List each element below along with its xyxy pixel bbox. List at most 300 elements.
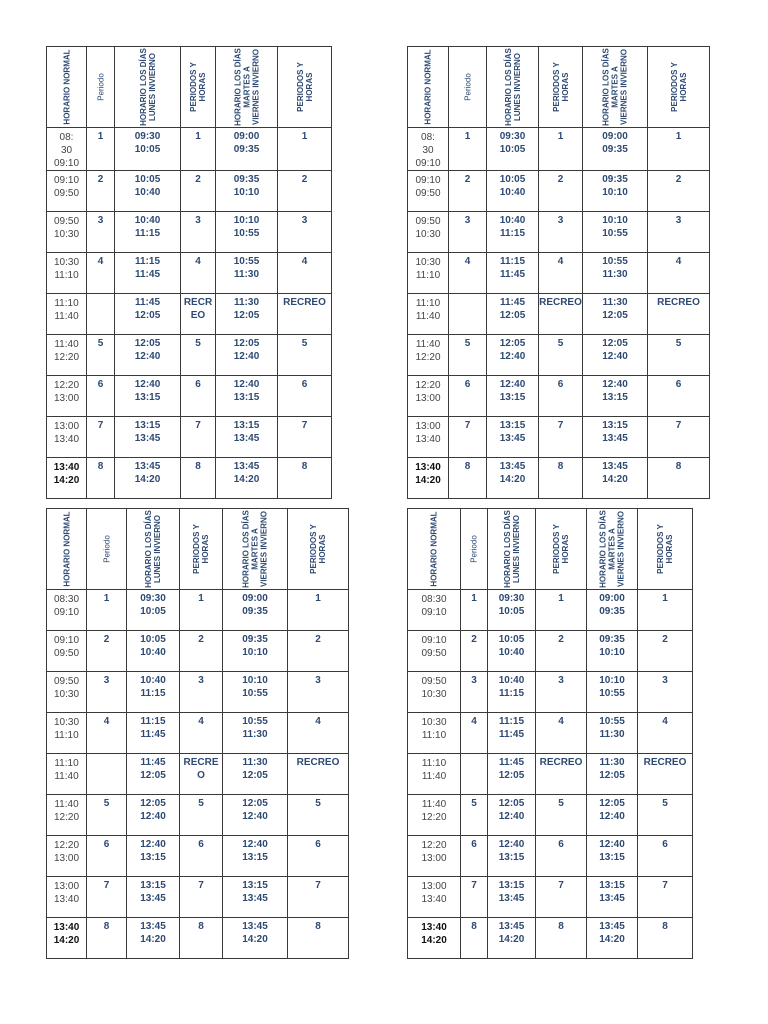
cell-value: 6	[558, 839, 564, 850]
cell-value: 4	[97, 256, 104, 267]
cell-value: 3	[103, 675, 110, 686]
table-row	[408, 335, 710, 376]
time-value: 10:55	[242, 716, 268, 727]
time-value: 10:55	[602, 228, 628, 239]
periodos-martes-viernes-cell	[648, 294, 710, 335]
periodo-cell	[87, 877, 127, 918]
header-horario-martes-viernes	[587, 509, 638, 590]
periodos-martes-viernes-cell	[278, 253, 332, 294]
periodos-martes-viernes-cell	[278, 212, 332, 253]
cell-value: 5	[97, 338, 104, 349]
header-periodos-horas-martes-label: PERIODOS Y HORAS	[295, 62, 314, 112]
table-row	[408, 590, 693, 631]
time-value: 11:30	[242, 757, 268, 768]
time-value: 13:15	[499, 420, 526, 431]
cell-value: 6	[471, 839, 477, 850]
time-value: 11:30	[602, 269, 628, 280]
time-value: 11:40	[415, 311, 441, 322]
horario-lunes-cell	[115, 212, 181, 253]
header-horario-lunes	[488, 509, 536, 590]
horario-martes-viernes-cell	[223, 631, 288, 672]
cell-value: 7	[103, 880, 110, 891]
header-horario-martes-viernes-label: HORARIO LOS DÍAS MARTES A VIERNES INVIERNO	[241, 510, 269, 588]
time-value: 12:40	[242, 811, 268, 822]
cell-value: 2	[471, 634, 477, 645]
cell-value: 1	[195, 131, 201, 142]
horario-normal-cell	[408, 294, 449, 335]
cell-value: 2	[315, 634, 321, 645]
cell-value: 3	[97, 215, 104, 226]
table-row	[47, 294, 332, 335]
cell-value: 1	[471, 593, 477, 604]
periodos-lunes-cell	[539, 417, 583, 458]
cell-value: 8	[675, 461, 682, 472]
horario-lunes-cell	[115, 253, 181, 294]
time-value: 09:30	[499, 131, 526, 142]
horario-martes-viernes-cell	[216, 212, 278, 253]
cell-value: 4	[195, 256, 201, 267]
horario-normal-cell	[47, 795, 87, 836]
periodo-cell	[87, 795, 127, 836]
cell-value: 5	[464, 338, 471, 349]
time-value: 14:20	[53, 475, 80, 486]
cell-value: 5	[471, 798, 477, 809]
cell-value: 3	[464, 215, 471, 226]
horario-normal-cell	[408, 128, 449, 171]
cell-value: 1	[675, 131, 682, 142]
time-value: 11:10	[421, 758, 447, 769]
horario-normal-cell	[47, 713, 87, 754]
horario-normal-cell	[408, 672, 461, 713]
table-row	[47, 713, 349, 754]
header-horario-normal	[47, 47, 87, 128]
cell-value: 7	[558, 880, 564, 891]
header-horario-martes-viernes	[583, 47, 648, 128]
periodos-lunes-cell	[181, 417, 216, 458]
time-value: 12:05	[233, 338, 260, 349]
time-value: 11:10	[421, 730, 447, 741]
time-value: 13:00	[53, 393, 80, 404]
periodo-cell	[449, 171, 487, 212]
header-horario-normal	[47, 509, 87, 590]
cell-value: 7	[471, 880, 477, 891]
time-value: 12:40	[498, 839, 525, 850]
cell-value: RECREO	[539, 297, 582, 308]
time-value: 09:10	[53, 158, 80, 169]
time-value: 09:10	[53, 635, 80, 646]
periodo-cell	[87, 631, 127, 672]
horario-normal-cell	[408, 171, 449, 212]
cell-value: 3	[315, 675, 321, 686]
horario-normal-cell	[408, 918, 461, 959]
header-periodos-horas-lunes	[539, 47, 583, 128]
cell-value: 7	[301, 420, 308, 431]
header-periodo-label: Periodo	[96, 73, 105, 101]
cell-value: 5	[301, 338, 308, 349]
time-value: 11:45	[134, 269, 161, 280]
time-value: 10:55	[599, 688, 625, 699]
time-value: 09:35	[599, 606, 625, 617]
time-value: 11:45	[140, 757, 166, 768]
time-value: 12:05	[134, 338, 161, 349]
header-horario-martes-viernes-label: HORARIO LOS DÍAS MARTES A VIERNES INVIERNO	[598, 510, 626, 588]
horario-lunes-cell	[488, 918, 536, 959]
periodos-martes-viernes-cell	[638, 754, 693, 795]
time-value: 13:00	[421, 881, 447, 892]
cell-value: 6	[662, 839, 668, 850]
time-value: 12:05	[498, 770, 525, 781]
cell-value: 3	[301, 215, 308, 226]
table-row	[47, 212, 332, 253]
time-value: 10:55	[599, 716, 625, 727]
time-value: 11:40	[54, 799, 79, 810]
time-value: 14:20	[134, 474, 161, 485]
time-value: 10:05	[134, 144, 161, 155]
periodos-lunes-cell	[536, 672, 587, 713]
time-value: 09:50	[53, 188, 80, 199]
header-periodo	[449, 47, 487, 128]
horario-lunes-cell	[487, 294, 539, 335]
time-value: 11:45	[134, 297, 161, 308]
periodos-lunes-cell	[180, 713, 223, 754]
cell-value: 5	[662, 798, 668, 809]
time-value: 09:50	[415, 188, 441, 199]
header-horario-normal	[408, 509, 461, 590]
time-value: 14:20	[499, 474, 526, 485]
time-value: 13:45	[602, 461, 628, 472]
time-value: 12:05	[499, 338, 526, 349]
cell-value: 3	[198, 675, 204, 686]
table-row	[408, 672, 693, 713]
periodos-lunes-cell	[536, 918, 587, 959]
periodo-cell	[87, 128, 115, 171]
cell-value: 4	[103, 716, 110, 727]
time-value: 10:05	[140, 634, 166, 645]
cell-value: 2	[675, 174, 682, 185]
cell-value: 4	[315, 716, 321, 727]
table-row	[47, 877, 349, 918]
time-value: 09:30	[498, 593, 525, 604]
time-value: 11:45	[499, 269, 526, 280]
periodos-lunes-cell	[181, 294, 216, 335]
horario-lunes-cell	[127, 877, 180, 918]
periodos-martes-viernes-cell	[288, 590, 349, 631]
time-value: 14:20	[599, 934, 625, 945]
time-value: 10:30	[53, 689, 80, 700]
periodos-lunes-cell	[181, 171, 216, 212]
header-horario-martes-viernes-label: HORARIO LOS DÍAS MARTES A VIERNES INVIERNO	[233, 48, 260, 126]
horario-martes-viernes-cell	[587, 836, 638, 877]
header-periodos-horas-martes	[648, 47, 710, 128]
periodos-lunes-cell	[539, 294, 583, 335]
cell-value: 1	[103, 593, 110, 604]
periodos-martes-viernes-cell	[638, 836, 693, 877]
cell-value: 5	[558, 798, 564, 809]
time-value: 09:00	[602, 131, 628, 142]
horario-normal-cell	[47, 294, 87, 335]
cell-value: 4	[675, 256, 682, 267]
horario-lunes-cell	[488, 631, 536, 672]
time-value: 13:15	[242, 852, 268, 863]
time-value: 11:10	[415, 270, 441, 281]
cell-value: 8	[103, 921, 110, 932]
cell-value: 8	[198, 921, 204, 932]
time-value: 12:20	[421, 812, 447, 823]
periodo-cell	[461, 631, 488, 672]
periodos-lunes-cell	[536, 836, 587, 877]
time-value: 08:	[421, 132, 435, 143]
cell-value: 6	[97, 379, 104, 390]
periodo-cell	[461, 754, 488, 795]
horario-martes-viernes-cell	[223, 754, 288, 795]
horario-martes-viernes-cell	[587, 918, 638, 959]
time-value: 09:50	[421, 676, 447, 687]
time-value: 09:35	[242, 606, 268, 617]
time-value: 09:50	[415, 216, 441, 227]
horario-lunes-cell	[488, 590, 536, 631]
time-value: 11:15	[498, 688, 525, 699]
time-value: 09:10	[415, 175, 441, 186]
horario-normal-cell	[408, 335, 449, 376]
cell-value: 8	[301, 461, 308, 472]
cell-value: 6	[557, 379, 564, 390]
cell-value: 1	[662, 593, 668, 604]
time-value: 14:20	[415, 475, 441, 486]
header-periodo	[87, 509, 127, 590]
horario-normal-cell	[47, 590, 87, 631]
time-value: 11:15	[134, 228, 161, 239]
periodos-martes-viernes-cell	[288, 795, 349, 836]
horario-lunes-cell	[127, 795, 180, 836]
cell-value: 2	[97, 174, 104, 185]
horario-martes-viernes-cell	[216, 128, 278, 171]
horario-lunes-cell	[115, 171, 181, 212]
time-value: 13:15	[499, 392, 526, 403]
time-value: 09:50	[53, 648, 80, 659]
periodo-cell	[87, 672, 127, 713]
time-value: 11:40	[54, 771, 79, 782]
time-value: 09:10	[53, 607, 80, 618]
time-value: 12:40	[599, 811, 625, 822]
horario-normal-cell	[408, 836, 461, 877]
periodo-cell	[87, 253, 115, 294]
cell-value: 5	[103, 798, 110, 809]
time-value: 13:45	[233, 461, 260, 472]
time-value: 09:50	[53, 676, 80, 687]
cell-value: 4	[558, 716, 564, 727]
periodo-cell	[87, 590, 127, 631]
cell-value: 8	[662, 921, 668, 932]
time-value: 10:40	[498, 675, 525, 686]
periodos-martes-viernes-cell	[648, 417, 710, 458]
time-value: 13:45	[599, 893, 625, 904]
table-row	[47, 631, 349, 672]
periodo-cell	[87, 417, 115, 458]
horario-martes-viernes-cell	[223, 918, 288, 959]
time-value: 11:40	[421, 799, 447, 810]
horario-lunes-cell	[488, 672, 536, 713]
time-value: 09:50	[421, 648, 447, 659]
header-horario-normal-label: HORARIO NORMAL	[423, 49, 433, 125]
periodo-cell	[449, 253, 487, 294]
cell-value: 8	[557, 461, 564, 472]
header-periodos-horas-martes-label: PERIODOS Y HORAS	[656, 524, 674, 574]
cell-value: 2	[301, 174, 308, 185]
periodos-martes-viernes-cell	[278, 376, 332, 417]
table-row	[408, 754, 693, 795]
horario-lunes-cell	[487, 171, 539, 212]
table-row	[47, 918, 349, 959]
time-value: 13:15	[242, 880, 268, 891]
horario-normal-cell	[47, 253, 87, 294]
time-value: 11:15	[140, 688, 166, 699]
table-row	[408, 212, 710, 253]
time-value: 11:40	[415, 339, 441, 350]
periodo-cell	[461, 877, 488, 918]
header-horario-lunes	[115, 47, 181, 128]
time-value: 10:30	[53, 257, 80, 268]
periodos-lunes-cell	[536, 795, 587, 836]
time-value: 10:40	[499, 187, 526, 198]
horario-normal-cell	[408, 458, 449, 499]
horario-normal-cell	[408, 754, 461, 795]
time-value: 10:55	[602, 256, 628, 267]
horario-normal-cell	[47, 458, 87, 499]
periodos-martes-viernes-cell	[278, 335, 332, 376]
time-value: 13:15	[134, 392, 161, 403]
horario-normal-cell	[47, 836, 87, 877]
time-value: 11:40	[54, 339, 79, 350]
time-value: 10:05	[499, 144, 526, 155]
header-periodos-horas-martes	[638, 509, 693, 590]
periodos-lunes-cell	[536, 754, 587, 795]
horario-martes-viernes-cell	[587, 672, 638, 713]
time-value: 09:30	[140, 593, 166, 604]
time-value: 12:40	[499, 351, 526, 362]
time-value: 10:10	[602, 187, 628, 198]
horario-martes-viernes-cell	[216, 294, 278, 335]
time-value: 09:35	[242, 634, 268, 645]
time-value: 13:45	[602, 433, 628, 444]
periodo-cell	[461, 918, 488, 959]
periodos-lunes-cell	[536, 590, 587, 631]
table-row	[47, 417, 332, 458]
cell-value: 5	[198, 798, 204, 809]
time-value: 09:10	[421, 635, 447, 646]
header-periodos-horas-martes-label: PERIODOS Y HORAS	[309, 524, 327, 574]
horario-normal-cell	[408, 253, 449, 294]
cell-value: 4	[301, 256, 308, 267]
horario-normal-cell	[408, 795, 461, 836]
time-value: 12:20	[53, 812, 80, 823]
cell-value: 6	[675, 379, 682, 390]
time-value: 11:10	[54, 758, 79, 769]
horario-lunes-cell	[127, 590, 180, 631]
time-value: 13:15	[134, 420, 161, 431]
periodos-lunes-cell	[539, 458, 583, 499]
periodo-cell	[87, 713, 127, 754]
periodo-cell	[87, 458, 115, 499]
table-row	[47, 836, 349, 877]
horario-martes-viernes-cell	[583, 294, 648, 335]
cell-value: 3	[471, 675, 477, 686]
periodo-cell	[449, 376, 487, 417]
table-row	[47, 376, 332, 417]
periodo-cell	[87, 294, 115, 335]
time-value: 10:40	[134, 215, 161, 226]
cell-value: 8	[315, 921, 321, 932]
table-row	[408, 795, 693, 836]
periodos-lunes-cell	[181, 376, 216, 417]
table-row	[47, 754, 349, 795]
table-row	[408, 128, 710, 171]
periodo-cell	[461, 713, 488, 754]
periodos-martes-viernes-cell	[648, 128, 710, 171]
horario-martes-viernes-cell	[216, 171, 278, 212]
horario-normal-cell	[408, 631, 461, 672]
time-value: 12:40	[599, 839, 625, 850]
cell-value: 2	[662, 634, 668, 645]
cell-value: 2	[464, 174, 471, 185]
periodos-lunes-cell	[180, 590, 223, 631]
horario-martes-viernes-cell	[587, 877, 638, 918]
horario-martes-viernes-cell	[583, 212, 648, 253]
horario-lunes-cell	[487, 335, 539, 376]
time-value: 10:05	[134, 174, 161, 185]
time-value: 09:30	[134, 131, 161, 142]
horario-lunes-cell	[488, 713, 536, 754]
cell-value: 1	[464, 131, 471, 142]
horario-normal-cell	[47, 376, 87, 417]
time-value: 10:10	[233, 215, 260, 226]
time-value: 10:55	[233, 228, 260, 239]
periodos-lunes-cell	[181, 128, 216, 171]
horario-lunes-cell	[127, 836, 180, 877]
time-value: 13:40	[421, 894, 447, 905]
cell-value: 5	[315, 798, 321, 809]
time-value: 14:20	[140, 934, 166, 945]
table-row	[47, 171, 332, 212]
time-value: 10:40	[499, 215, 526, 226]
periodos-lunes-cell	[539, 335, 583, 376]
time-value: 10:40	[134, 187, 161, 198]
cell-value: RECREO	[539, 757, 583, 768]
time-value: 13:00	[415, 393, 441, 404]
time-value: 12:20	[53, 352, 80, 363]
time-value: 10:10	[599, 647, 625, 658]
time-value: 08:30	[53, 594, 80, 605]
time-value: 12:05	[242, 770, 268, 781]
time-value: 10:05	[499, 174, 526, 185]
header-periodos-horas-lunes-label: PERIODOS Y HORAS	[192, 524, 210, 574]
horario-normal-cell	[47, 877, 87, 918]
horario-normal-cell	[47, 631, 87, 672]
cell-value: 6	[464, 379, 471, 390]
periodos-lunes-cell	[180, 918, 223, 959]
time-value: 11:15	[498, 716, 525, 727]
periodos-martes-viernes-cell	[288, 918, 349, 959]
time-value: 14:20	[421, 935, 447, 946]
horario-lunes-cell	[487, 212, 539, 253]
periodos-lunes-cell	[180, 877, 223, 918]
periodos-martes-viernes-cell	[278, 294, 332, 335]
horario-normal-cell	[47, 918, 87, 959]
header-periodos-horas-lunes-label: PERIODOS Y HORAS	[552, 524, 570, 574]
periodos-martes-viernes-cell	[638, 877, 693, 918]
time-value: 09:50	[53, 216, 80, 227]
time-value: 08:30	[421, 594, 447, 605]
time-value: 11:30	[233, 297, 260, 308]
